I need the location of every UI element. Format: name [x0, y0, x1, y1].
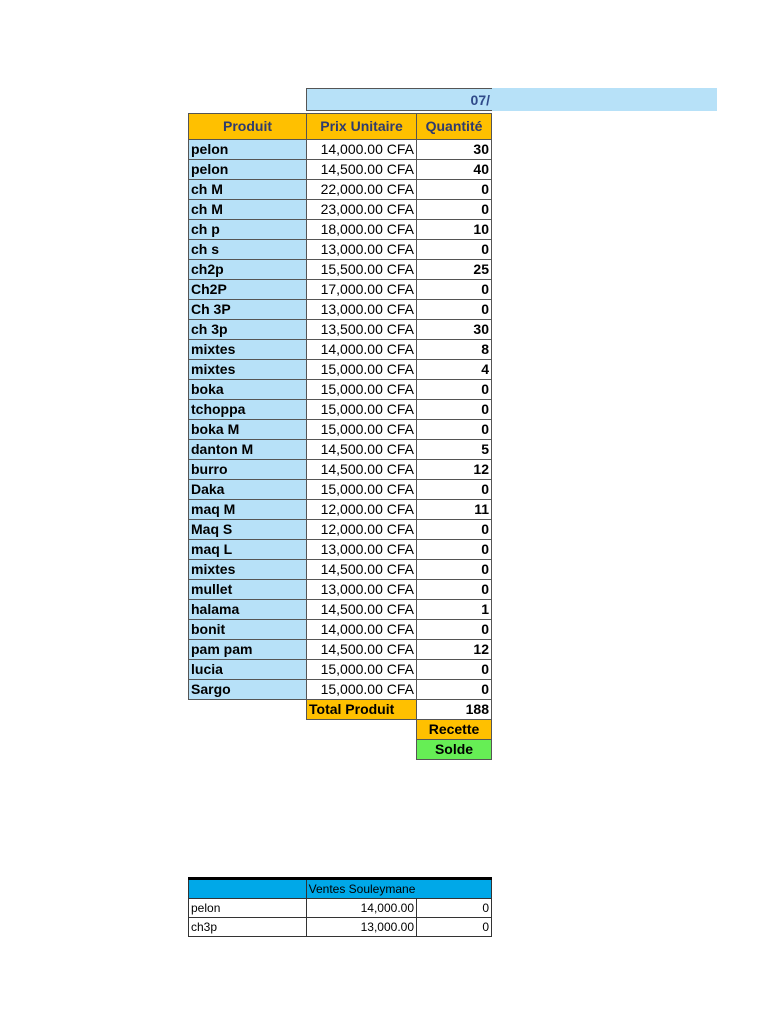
quantity-cell[interactable]: 0	[417, 200, 492, 220]
quantity-cell[interactable]: 0	[417, 300, 492, 320]
product-cell[interactable]: ch M	[189, 180, 307, 200]
table-row	[189, 440, 492, 460]
quantity-cell[interactable]: 0	[417, 660, 492, 680]
quantity-cell[interactable]: 0	[417, 580, 492, 600]
products-table	[188, 113, 492, 760]
price-cell[interactable]: 17,000.00 CFA	[307, 280, 417, 300]
table-row	[189, 380, 492, 400]
quantity-cell[interactable]: 0	[417, 180, 492, 200]
price-cell[interactable]: 15,500.00 CFA	[307, 260, 417, 280]
total-value[interactable]: 188	[417, 700, 492, 720]
empty-cell	[189, 720, 307, 740]
recette-label[interactable]: Recette	[417, 720, 492, 740]
product-cell[interactable]: mixtes	[189, 560, 307, 580]
ventes-title: Ventes Souleymane	[308, 882, 416, 896]
table-row	[189, 680, 492, 700]
table-row	[189, 480, 492, 500]
quantity-cell[interactable]: 0	[417, 420, 492, 440]
table-row	[189, 420, 492, 440]
ventes-quantity-cell[interactable]: 0	[417, 918, 492, 937]
header-product[interactable]: Produit	[189, 114, 307, 140]
ventes-product-cell[interactable]: ch3p	[189, 918, 307, 937]
price-cell[interactable]: 14,500.00 CFA	[307, 160, 417, 180]
table-row	[189, 360, 492, 380]
quantity-cell[interactable]: 25	[417, 260, 492, 280]
ventes-table	[188, 877, 492, 937]
table-row	[189, 340, 492, 360]
header-price[interactable]: Prix Unitaire	[307, 114, 417, 140]
price-cell[interactable]: 14,500.00 CFA	[307, 460, 417, 480]
price-cell[interactable]: 12,000.00 CFA	[307, 520, 417, 540]
date-cell-fill	[492, 88, 717, 111]
ventes-row	[189, 918, 492, 937]
product-cell[interactable]: Ch 3P	[189, 300, 307, 320]
quantity-cell[interactable]: 10	[417, 220, 492, 240]
ventes-header-empty[interactable]	[189, 879, 307, 899]
quantity-cell[interactable]: 5	[417, 440, 492, 460]
quantity-cell[interactable]: 40	[417, 160, 492, 180]
price-cell[interactable]: 15,000.00 CFA	[307, 680, 417, 700]
price-cell[interactable]: 13,000.00 CFA	[307, 540, 417, 560]
price-cell[interactable]: 15,000.00 CFA	[307, 380, 417, 400]
ventes-header-row	[189, 879, 492, 899]
quantity-cell[interactable]: 0	[417, 380, 492, 400]
quantity-cell[interactable]: 30	[417, 320, 492, 340]
quantity-cell[interactable]: 0	[417, 620, 492, 640]
quantity-cell[interactable]: 12	[417, 460, 492, 480]
price-cell[interactable]: 14,500.00 CFA	[307, 640, 417, 660]
date-cell[interactable]: 07/	[306, 88, 492, 111]
price-cell[interactable]: 12,000.00 CFA	[307, 500, 417, 520]
solde-row	[189, 740, 492, 760]
total-row	[189, 700, 492, 720]
price-cell[interactable]: 22,000.00 CFA	[307, 180, 417, 200]
header-quantity[interactable]: Quantité	[417, 114, 492, 140]
price-cell[interactable]: 13,000.00 CFA	[307, 240, 417, 260]
price-cell[interactable]: 14,000.00 CFA	[307, 620, 417, 640]
table-row	[189, 320, 492, 340]
product-cell[interactable]: ch2p	[189, 260, 307, 280]
table-row	[189, 180, 492, 200]
quantity-cell[interactable]: 30	[417, 140, 492, 160]
table-row	[189, 520, 492, 540]
table-row	[189, 400, 492, 420]
product-cell[interactable]: Maq S	[189, 520, 307, 540]
table-row	[189, 300, 492, 320]
quantity-cell[interactable]: 0	[417, 480, 492, 500]
product-cell[interactable]: ch 3p	[189, 320, 307, 340]
product-cell[interactable]: maq L	[189, 540, 307, 560]
quantity-cell[interactable]: 0	[417, 280, 492, 300]
product-cell[interactable]: maq M	[189, 500, 307, 520]
product-cell[interactable]: ch s	[189, 240, 307, 260]
product-cell[interactable]: lucia	[189, 660, 307, 680]
price-cell[interactable]: 15,000.00 CFA	[307, 360, 417, 380]
price-cell[interactable]: 14,500.00 CFA	[307, 440, 417, 460]
product-cell[interactable]: Sargo	[189, 680, 307, 700]
price-cell[interactable]: 18,000.00 CFA	[307, 220, 417, 240]
table-row	[189, 500, 492, 520]
total-label[interactable]: Total Produit	[307, 700, 417, 720]
ventes-price-cell[interactable]: 14,000.00	[307, 899, 417, 918]
table-row	[189, 220, 492, 240]
product-cell[interactable]: pelon	[189, 140, 307, 160]
price-cell[interactable]: 15,000.00 CFA	[307, 660, 417, 680]
price-cell[interactable]: 14,500.00 CFA	[307, 600, 417, 620]
ventes-row	[189, 899, 492, 918]
quantity-cell[interactable]: 11	[417, 500, 492, 520]
table-row	[189, 460, 492, 480]
product-cell[interactable]: mullet	[189, 580, 307, 600]
table-row	[189, 160, 492, 180]
price-cell[interactable]: 15,000.00 CFA	[307, 400, 417, 420]
empty-cell	[307, 740, 417, 760]
recette-row	[189, 720, 492, 740]
quantity-cell[interactable]: 4	[417, 360, 492, 380]
product-cell[interactable]: halama	[189, 600, 307, 620]
product-cell[interactable]: bonit	[189, 620, 307, 640]
product-cell[interactable]: ch M	[189, 200, 307, 220]
ventes-product-cell[interactable]: pelon	[189, 899, 307, 918]
table-row	[189, 140, 492, 160]
table-row	[189, 620, 492, 640]
ventes-price-cell[interactable]: 13,000.00	[307, 918, 417, 937]
price-cell[interactable]: 13,500.00 CFA	[307, 320, 417, 340]
table-row	[189, 660, 492, 680]
products-body	[189, 140, 492, 700]
table-row	[189, 540, 492, 560]
price-cell[interactable]: 15,000.00 CFA	[307, 420, 417, 440]
product-cell[interactable]: Daka	[189, 480, 307, 500]
table-row	[189, 240, 492, 260]
quantity-cell[interactable]: 8	[417, 340, 492, 360]
quantity-cell[interactable]: 12	[417, 640, 492, 660]
empty-cell	[189, 700, 307, 720]
table-row	[189, 640, 492, 660]
product-cell[interactable]: tchoppa	[189, 400, 307, 420]
product-cell[interactable]: pelon	[189, 160, 307, 180]
quantity-cell[interactable]: 0	[417, 680, 492, 700]
price-cell[interactable]: 13,000.00 CFA	[307, 300, 417, 320]
product-cell[interactable]: boka M	[189, 420, 307, 440]
ventes-quantity-cell[interactable]: 0	[417, 899, 492, 918]
price-cell[interactable]: 14,000.00 CFA	[307, 140, 417, 160]
table-row	[189, 580, 492, 600]
price-cell[interactable]: 13,000.00 CFA	[307, 580, 417, 600]
quantity-cell[interactable]: 0	[417, 240, 492, 260]
solde-label[interactable]: Solde	[417, 740, 492, 760]
price-cell[interactable]: 14,500.00 CFA	[307, 560, 417, 580]
quantity-cell[interactable]: 0	[417, 560, 492, 580]
empty-cell	[307, 720, 417, 740]
product-cell[interactable]: ch p	[189, 220, 307, 240]
product-cell[interactable]: boka	[189, 380, 307, 400]
quantity-cell[interactable]: 0	[417, 400, 492, 420]
product-cell[interactable]: mixtes	[189, 360, 307, 380]
product-cell[interactable]: Ch2P	[189, 280, 307, 300]
table-row	[189, 260, 492, 280]
empty-cell	[189, 740, 307, 760]
price-cell[interactable]: 15,000.00 CFA	[307, 480, 417, 500]
price-cell[interactable]: 23,000.00 CFA	[307, 200, 417, 220]
quantity-cell[interactable]: 0	[417, 540, 492, 560]
quantity-cell[interactable]: 0	[417, 520, 492, 540]
table-row	[189, 200, 492, 220]
product-cell[interactable]: mixtes	[189, 340, 307, 360]
table-row	[189, 600, 492, 620]
ventes-title-cell[interactable]	[307, 879, 492, 899]
price-cell[interactable]: 14,000.00 CFA	[307, 340, 417, 360]
table-row	[189, 280, 492, 300]
quantity-cell[interactable]: 1	[417, 600, 492, 620]
product-cell[interactable]: pam pam	[189, 640, 307, 660]
ventes-body	[189, 899, 492, 937]
header-row	[189, 114, 492, 140]
table-row	[189, 560, 492, 580]
product-cell[interactable]: danton M	[189, 440, 307, 460]
product-cell[interactable]: burro	[189, 460, 307, 480]
